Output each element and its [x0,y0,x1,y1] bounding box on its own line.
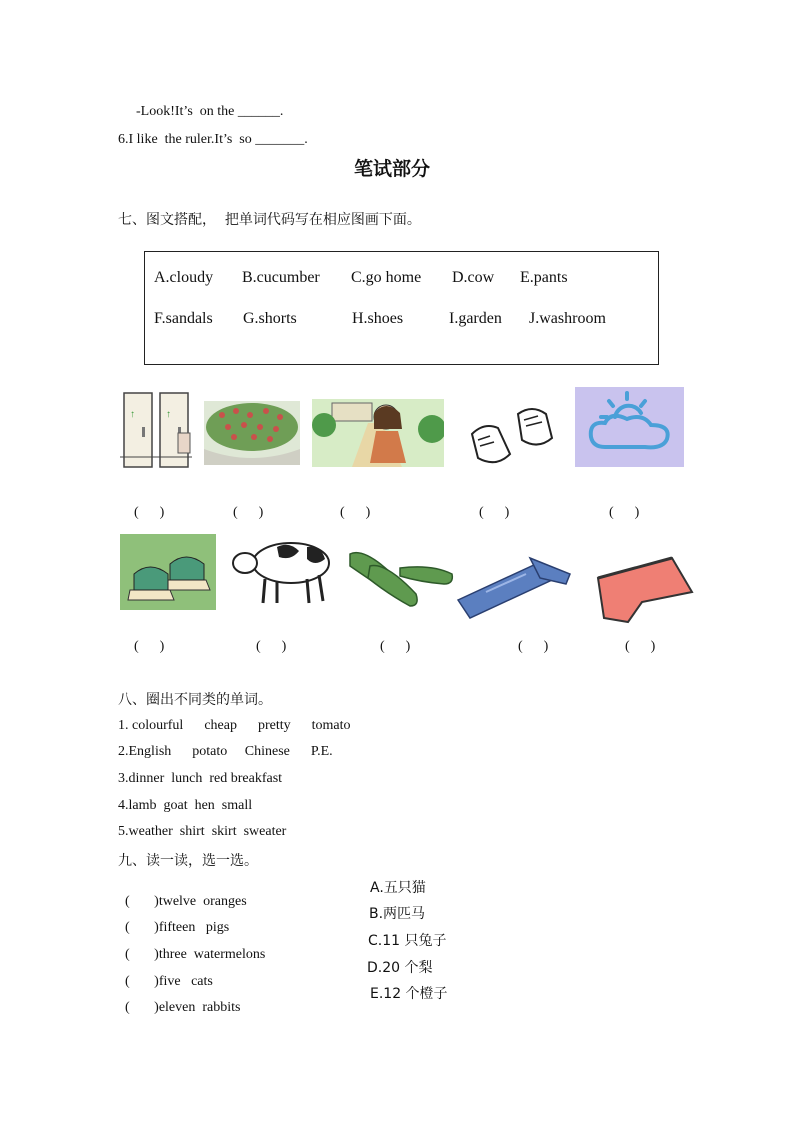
section-title: 笔试部分 [354,158,431,180]
match-blank[interactable]: ( ) [125,974,159,989]
match-english: three watermelons [158,947,266,962]
svg-text:↑: ↑ [130,409,135,420]
match-english: eleven rabbits [158,1000,241,1015]
match-english: twelve oranges [158,894,247,909]
word-option: G.shorts [243,310,297,327]
match-blank[interactable]: ( ) [125,1000,159,1015]
answer-blank[interactable]: ( ) [256,639,287,654]
shoes-picture [466,404,558,470]
fill-line-2: 6.I like the ruler.It’s so _______. [118,132,308,147]
match-row [118,984,240,1016]
match-blank[interactable]: ( ) [125,894,159,909]
odd-one-out-item: 5.weather shirt skirt sweater [118,824,287,839]
answer-blank[interactable]: ( ) [479,505,510,520]
match-english: fifteen pigs [158,920,230,935]
svg-text:↑: ↑ [166,409,171,420]
word-option: C.go home [351,269,422,286]
garden-picture [204,401,300,465]
word-bank-box [144,251,659,365]
odd-one-out-item: 3.dinner lunch red breakfast [118,771,283,786]
section9-heading: 九、读一读，选一选。 [118,853,258,869]
odd-one-out-item: 4.lamb goat hen small [118,798,253,813]
word-option: D.cow [452,269,495,286]
match-option: B.两匹马 [369,906,426,922]
match-option: C.11 只兔子 [368,933,447,949]
fill-line-1: -Look!It’s on the ______. [136,104,284,119]
cloudy-picture [575,387,684,467]
match-blank[interactable]: ( ) [125,920,159,935]
pants-picture [456,544,576,620]
washroom-picture [120,387,192,469]
shorts-picture [588,552,696,624]
sandals-picture [120,534,216,610]
match-english: five cats [158,974,213,989]
odd-one-out-item: 1. colourful cheap pretty tomato [118,718,351,733]
word-option: A.cloudy [154,269,214,286]
cow-picture [229,533,333,607]
word-option: F.sandals [154,310,213,327]
word-option: B.cucumber [242,269,320,286]
answer-blank[interactable]: ( ) [625,639,656,654]
answer-blank[interactable]: ( ) [340,505,371,520]
answer-blank[interactable]: ( ) [518,639,549,654]
answer-blank[interactable]: ( ) [134,639,165,654]
answer-blank[interactable]: ( ) [233,505,264,520]
section7-heading: 七、图文搭配， 把单词代码写在相应图画下面。 [118,212,421,228]
cucumber-picture [346,544,456,612]
match-option: E.12 个橙子 [370,986,448,1002]
match-option: A.五只猫 [370,880,426,896]
word-option: I.garden [449,310,502,327]
go-home-picture [312,399,444,467]
match-option: D.20 个梨 [367,960,433,976]
odd-one-out-item: 2.English potato Chinese P.E. [118,744,333,759]
answer-blank[interactable]: ( ) [134,505,165,520]
match-blank[interactable]: ( ) [125,947,159,962]
answer-blank[interactable]: ( ) [609,505,640,520]
word-option: E.pants [520,269,568,286]
word-option: J.washroom [529,310,606,327]
answer-blank[interactable]: ( ) [380,639,411,654]
word-option: H.shoes [352,310,404,327]
section8-heading: 八、圈出不同类的单词。 [118,692,272,708]
